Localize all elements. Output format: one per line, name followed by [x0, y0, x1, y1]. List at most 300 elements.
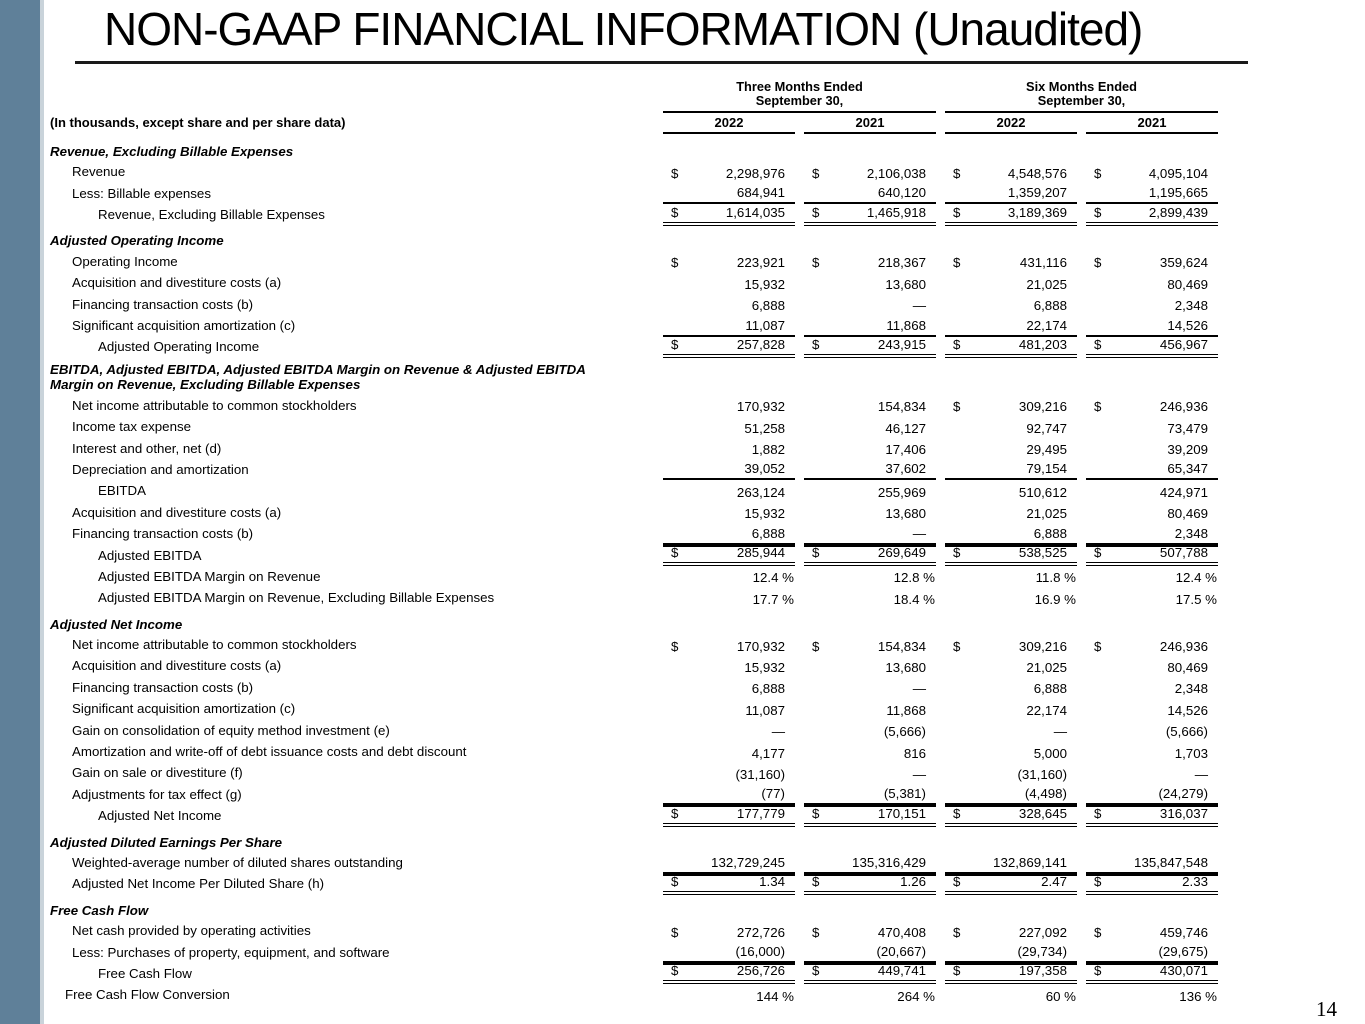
- value-cell: [1086, 502, 1218, 523]
- table-row: [50, 204, 1220, 225]
- value: 640,120: [877, 185, 926, 201]
- value-cell: [663, 677, 795, 698]
- table-row: [50, 720, 1220, 741]
- row-label: Less: Billable expenses: [72, 185, 211, 201]
- table-row: [50, 523, 1220, 544]
- table-row: [50, 183, 1220, 204]
- value: 11,087: [745, 317, 785, 333]
- value-cell: [663, 272, 795, 293]
- table-row: [50, 272, 1220, 293]
- value: 6,888: [751, 525, 785, 541]
- value: 197,358: [1018, 963, 1067, 979]
- value: 4,548,576: [1007, 165, 1067, 181]
- row-label: Adjusted Net Income Per Diluted Share (h): [72, 876, 325, 892]
- value-cell: [945, 204, 1077, 225]
- row-label: Income tax expense: [72, 419, 192, 435]
- table-row: [50, 459, 1220, 480]
- value: 6,888: [751, 298, 785, 314]
- table-row: [50, 251, 1220, 272]
- table-row: [50, 438, 1220, 459]
- value-cell: [663, 438, 795, 459]
- value-cell: [1086, 523, 1218, 544]
- value: —: [1194, 766, 1208, 782]
- dollar-sign: $: [953, 638, 961, 654]
- value: 257,828: [736, 336, 785, 352]
- value-cell: [804, 587, 936, 608]
- financial-table: [50, 80, 1220, 1006]
- value-cell: [804, 204, 936, 225]
- value: 507,788: [1159, 545, 1208, 561]
- value-cell: [945, 587, 1077, 608]
- table-row: [50, 587, 1220, 608]
- value-cell: [1086, 805, 1218, 826]
- value-cell: [1086, 204, 1218, 225]
- value-cell: [663, 784, 795, 805]
- value-cell: [945, 634, 1077, 655]
- value: 12.4 %: [752, 570, 794, 586]
- value: 154,834: [877, 399, 926, 415]
- value-cell: [945, 720, 1077, 741]
- table-row: [50, 763, 1220, 784]
- value-cell: [663, 523, 795, 544]
- value: 424,971: [1159, 484, 1208, 500]
- table-row: [50, 337, 1220, 358]
- value: 11,087: [745, 702, 785, 718]
- period-header-line1: Three Months Ended: [736, 79, 863, 94]
- value: 2,348: [1174, 681, 1208, 697]
- value-cell: [945, 741, 1077, 762]
- value-cell: [804, 942, 936, 963]
- value-cell: [663, 315, 795, 336]
- value-cell: [1086, 656, 1218, 677]
- value: 60 %: [1045, 988, 1076, 1004]
- value: 1,882: [751, 442, 785, 458]
- value-cell: [1086, 874, 1218, 895]
- value: 92,747: [1026, 420, 1067, 436]
- value-cell: [663, 204, 795, 225]
- value: 1,614,035: [725, 204, 785, 220]
- dollar-sign: $: [671, 805, 679, 821]
- value: 6,888: [751, 681, 785, 697]
- dollar-sign: $: [953, 255, 961, 271]
- value: 243,915: [877, 336, 926, 352]
- value: 816: [903, 745, 926, 761]
- table-row: [50, 502, 1220, 523]
- value: 154,834: [877, 638, 926, 654]
- row-label: Adjusted Operating Income: [98, 339, 260, 355]
- value-cell: [945, 480, 1077, 501]
- value: 80,469: [1167, 276, 1208, 292]
- value: 21,025: [1026, 659, 1067, 675]
- value: 13,680: [885, 506, 926, 522]
- value: 39,209: [1167, 442, 1208, 458]
- period-header-line2: September 30,: [755, 93, 844, 108]
- value: (29,734): [1017, 944, 1067, 960]
- value-cell: [945, 698, 1077, 719]
- value: 309,216: [1018, 638, 1067, 654]
- value: 223,921: [736, 255, 785, 271]
- row-label: Adjusted EBITDA Margin on Revenue, Excluding Billable Expenses: [98, 590, 495, 606]
- value-cell: [1086, 587, 1218, 608]
- value: (31,160): [735, 766, 785, 782]
- section-title: Adjusted Diluted Earnings Per Share: [50, 834, 283, 850]
- row-label: Adjustments for tax effect (g): [72, 786, 242, 802]
- value-cell: [945, 161, 1077, 182]
- value: 12.8 %: [893, 570, 935, 586]
- row-label: Weighted-average number of diluted shares outstanding: [72, 855, 403, 870]
- value: 1,195,665: [1148, 185, 1208, 201]
- dollar-sign: $: [1094, 255, 1102, 271]
- value: 15,932: [744, 276, 785, 292]
- value-cell: [804, 656, 936, 677]
- section-header-row: [50, 140, 1220, 161]
- row-label: Operating Income: [72, 253, 178, 269]
- value: 17.5 %: [1175, 591, 1217, 607]
- value-cell: [804, 502, 936, 523]
- value-cell: [945, 183, 1077, 204]
- value: 456,967: [1159, 336, 1208, 352]
- dollar-sign: $: [953, 963, 961, 979]
- header-spacer: [50, 80, 663, 113]
- row-label: Financing transaction costs (b): [72, 679, 254, 695]
- value-cell: [945, 566, 1077, 587]
- value-cell: [804, 963, 936, 984]
- value-cell: [1086, 438, 1218, 459]
- table-row: [50, 395, 1220, 416]
- table-row: [50, 698, 1220, 719]
- row-label: Interest and other, net (d): [72, 440, 222, 456]
- row-label: Net income attributable to common stockholders: [72, 397, 357, 413]
- value-cell: [804, 459, 936, 480]
- dollar-sign: $: [812, 924, 820, 940]
- value-cell: [804, 720, 936, 741]
- value: 4,095,104: [1148, 165, 1208, 181]
- value: 449,741: [877, 963, 926, 979]
- value-cell: [1086, 963, 1218, 984]
- value: 170,932: [736, 399, 785, 415]
- value: 13,680: [885, 276, 926, 292]
- value-cell: [1086, 566, 1218, 587]
- row-label: Adjusted EBITDA: [98, 547, 202, 563]
- value: 309,216: [1018, 399, 1067, 415]
- value: 246,936: [1159, 399, 1208, 415]
- dollar-sign: $: [671, 638, 679, 654]
- dollar-sign: $: [812, 638, 820, 654]
- value: 227,092: [1018, 924, 1067, 940]
- value: 170,932: [736, 638, 785, 654]
- value-cell: [945, 920, 1077, 941]
- value-cell: [1086, 852, 1218, 873]
- value-cell: [1086, 698, 1218, 719]
- section-title: Adjusted Net Income: [50, 616, 183, 632]
- row-label: Acquisition and divestiture costs (a): [72, 658, 282, 674]
- dollar-sign: $: [1094, 165, 1102, 181]
- value: 132,869,141: [993, 854, 1067, 870]
- section-header-row: [50, 831, 1220, 852]
- value: 255,969: [877, 484, 926, 500]
- value-cell: [1086, 720, 1218, 741]
- dollar-sign: $: [812, 165, 820, 181]
- row-label: Revenue: [72, 164, 126, 180]
- value: 177,779: [736, 805, 785, 821]
- dollar-sign: $: [1094, 545, 1102, 561]
- value-cell: [804, 784, 936, 805]
- value-cell: [804, 874, 936, 895]
- value-cell: [945, 656, 1077, 677]
- dollar-sign: $: [671, 165, 679, 181]
- value-cell: [804, 395, 936, 416]
- table-row: [50, 315, 1220, 336]
- value: 17.7 %: [752, 591, 794, 607]
- value-cell: [945, 984, 1077, 1005]
- row-label: Gain on sale or divestiture (f): [72, 765, 243, 781]
- value-cell: [663, 805, 795, 826]
- value: 14,526: [1167, 702, 1208, 718]
- value-cell: [804, 805, 936, 826]
- value-cell: [945, 502, 1077, 523]
- value-cell: [804, 566, 936, 587]
- value-cell: [1086, 337, 1218, 358]
- value: 39,052: [744, 461, 785, 477]
- year-header: 2022: [945, 115, 1077, 134]
- value: 459,746: [1159, 924, 1208, 940]
- value: 15,932: [744, 659, 785, 675]
- value-cell: [1086, 395, 1218, 416]
- row-label: Acquisition and divestiture costs (a): [72, 275, 282, 291]
- value-cell: [945, 805, 1077, 826]
- section-header-row: [50, 613, 1220, 634]
- value: 246,936: [1159, 638, 1208, 654]
- value-cell: [804, 741, 936, 762]
- dollar-sign: $: [671, 255, 679, 271]
- value-cell: [804, 416, 936, 437]
- value-cell: [804, 698, 936, 719]
- period-header-three-months: [663, 80, 936, 113]
- value: (77): [761, 786, 785, 802]
- dollar-sign: $: [1094, 638, 1102, 654]
- dollar-sign: $: [953, 165, 961, 181]
- table-row: [50, 942, 1220, 963]
- value-cell: [1086, 183, 1218, 204]
- value-cell: [804, 480, 936, 501]
- value-cell: [804, 161, 936, 182]
- row-label: Financing transaction costs (b): [72, 526, 254, 542]
- value: 272,726: [736, 924, 785, 940]
- value: 4,177: [751, 745, 785, 761]
- value: —: [912, 681, 926, 697]
- value: 18.4 %: [893, 591, 935, 607]
- value-cell: [945, 523, 1077, 544]
- value-cell: [945, 852, 1077, 873]
- value: —: [771, 724, 785, 740]
- year-header: 2022: [663, 115, 795, 134]
- table-row: [50, 294, 1220, 315]
- value-cell: [663, 634, 795, 655]
- value: 328,645: [1018, 805, 1067, 821]
- value: 17,406: [885, 442, 926, 458]
- value-cell: [663, 502, 795, 523]
- value: 470,408: [877, 924, 926, 940]
- row-label: Net income attributable to common stockholders: [72, 637, 357, 653]
- value-cell: [663, 656, 795, 677]
- value: 6,888: [1033, 681, 1067, 697]
- value-cell: [663, 852, 795, 873]
- value: 2.47: [1041, 873, 1067, 889]
- value: 1,703: [1174, 745, 1208, 761]
- value-cell: [945, 545, 1077, 566]
- value-cell: [1086, 545, 1218, 566]
- value: (5,666): [1165, 724, 1208, 740]
- table-row: [50, 920, 1220, 941]
- value: 2,298,976: [725, 165, 785, 181]
- value-cell: [945, 395, 1077, 416]
- value-cell: [804, 294, 936, 315]
- row-label: Net cash provided by operating activities: [72, 923, 311, 939]
- value-cell: [663, 183, 795, 204]
- value-cell: [1086, 920, 1218, 941]
- table-row: [50, 805, 1220, 826]
- value-cell: [945, 784, 1077, 805]
- value: 14,526: [1167, 317, 1208, 333]
- row-label: Acquisition and divestiture costs (a): [72, 504, 282, 520]
- value: 6,888: [1033, 525, 1067, 541]
- value-cell: [663, 942, 795, 963]
- page-title: NON-GAAP FINANCIAL INFORMATION (Unaudited): [104, 3, 1143, 55]
- value: 263,124: [736, 484, 785, 500]
- value-cell: [945, 874, 1077, 895]
- value: (31,160): [1017, 766, 1067, 782]
- value-cell: [663, 763, 795, 784]
- dollar-sign: $: [953, 924, 961, 940]
- value: —: [912, 298, 926, 314]
- dollar-sign: $: [671, 924, 679, 940]
- dollar-sign: $: [671, 545, 679, 561]
- period-header-six-months: [945, 80, 1218, 113]
- value: 1,359,207: [1007, 185, 1067, 201]
- row-label: Gain on consolidation of equity method investment (e): [72, 722, 390, 738]
- table-row: [50, 566, 1220, 587]
- value: 2.33: [1182, 873, 1208, 889]
- value: 11.8 %: [1035, 570, 1076, 586]
- value: 51,258: [744, 420, 785, 436]
- table-rows: [50, 140, 1220, 1006]
- value: —: [912, 525, 926, 541]
- table-row: [50, 677, 1220, 698]
- value-cell: [945, 459, 1077, 480]
- value-cell: [1086, 942, 1218, 963]
- dollar-sign: $: [812, 336, 820, 352]
- value-cell: [663, 920, 795, 941]
- dollar-sign: $: [953, 399, 961, 415]
- value: 1.26: [900, 873, 926, 889]
- value-cell: [945, 763, 1077, 784]
- dollar-sign: $: [1094, 399, 1102, 415]
- value: 37,602: [885, 461, 926, 477]
- value-cell: [804, 634, 936, 655]
- value: 6,888: [1033, 298, 1067, 314]
- year-header-row: [50, 115, 1220, 134]
- value-cell: [1086, 251, 1218, 272]
- value: 15,932: [744, 506, 785, 522]
- units-note: (In thousands, except share and per share data): [50, 115, 346, 130]
- value: 22,174: [1026, 702, 1067, 718]
- section-title: Free Cash Flow: [50, 902, 149, 918]
- value-cell: [945, 963, 1077, 984]
- value: 21,025: [1026, 506, 1067, 522]
- value-cell: [804, 337, 936, 358]
- value: 29,495: [1026, 442, 1067, 458]
- dollar-sign: $: [953, 545, 961, 561]
- value: (16,000): [735, 944, 785, 960]
- value-cell: [1086, 634, 1218, 655]
- value: 2,899,439: [1148, 204, 1208, 220]
- value: 1,465,918: [866, 204, 926, 220]
- table-row: [50, 784, 1220, 805]
- dollar-sign: $: [1094, 963, 1102, 979]
- value-cell: [804, 315, 936, 336]
- value-cell: [945, 251, 1077, 272]
- value-cell: [804, 272, 936, 293]
- value: 21,025: [1026, 276, 1067, 292]
- value: 2,106,038: [866, 165, 926, 181]
- value: (20,667): [876, 944, 926, 960]
- table-row: [50, 963, 1220, 984]
- value-cell: [663, 459, 795, 480]
- value-cell: [663, 698, 795, 719]
- value: 431,116: [1019, 255, 1067, 271]
- value: 3,189,369: [1007, 204, 1067, 220]
- value: 132,729,245: [711, 854, 785, 870]
- row-label: Adjusted Net Income: [98, 808, 222, 824]
- value-cell: [663, 963, 795, 984]
- value: 481,203: [1018, 336, 1067, 352]
- value: 80,469: [1167, 506, 1208, 522]
- dollar-sign: $: [671, 336, 679, 352]
- value: 135,847,548: [1134, 854, 1208, 870]
- dollar-sign: $: [812, 545, 820, 561]
- value: 256,726: [736, 963, 785, 979]
- value-cell: [945, 416, 1077, 437]
- value: 11,868: [886, 702, 926, 718]
- value: 16.9 %: [1034, 591, 1076, 607]
- value-cell: [804, 763, 936, 784]
- value-cell: [663, 480, 795, 501]
- row-label: Less: Purchases of property, equipment, and software: [72, 944, 390, 960]
- value-cell: [1086, 984, 1218, 1005]
- section-title: Adjusted Operating Income: [50, 233, 224, 249]
- value: 5,000: [1033, 745, 1067, 761]
- value: (29,675): [1158, 944, 1208, 960]
- value: 510,612: [1018, 484, 1067, 500]
- value-cell: [1086, 741, 1218, 762]
- value-cell: [663, 337, 795, 358]
- value: (4,498): [1024, 786, 1067, 802]
- section-title: EBITDA, Adjusted EBITDA, Adjusted EBITDA Margin on Revenue & Adjusted EBITDA Margin on Revenue, Excluding Billable Expenses: [50, 361, 586, 393]
- dollar-sign: $: [1094, 336, 1102, 352]
- value: 79,154: [1026, 461, 1067, 477]
- value-cell: [1086, 480, 1218, 501]
- dollar-sign: $: [953, 873, 961, 889]
- table-row: [50, 545, 1220, 566]
- table-row: [50, 984, 1220, 1005]
- row-label: Free Cash Flow Conversion: [65, 987, 230, 1003]
- value: 316,037: [1159, 805, 1208, 821]
- year-header: 2021: [1086, 115, 1218, 134]
- row-label: Significant acquisition amortization (c): [72, 318, 296, 334]
- value-cell: [663, 874, 795, 895]
- value-cell: [804, 183, 936, 204]
- value-cell: [663, 294, 795, 315]
